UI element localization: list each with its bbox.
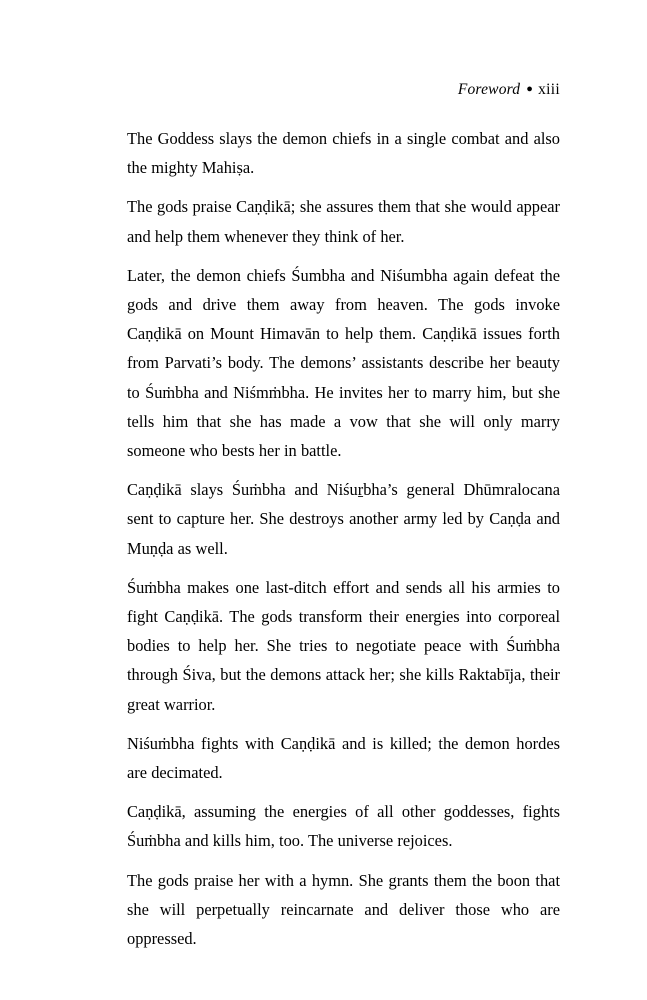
running-head-title: Foreword — [457, 81, 521, 98]
paragraph: The Goddess slays the demon chiefs in a single combat and also the mighty Mahiṣa. — [127, 129, 560, 178]
paragraph: Niśuṁbha fights with Caṇḍikā and is killed; the demon hordes are decimated. — [127, 733, 560, 783]
body-text-block — [127, 124, 560, 953]
paragraph: Caṇḍikā, assuming the energies of all other goddesses, fights Śuṁbha and kills him, too. The universe rejoices. — [127, 802, 560, 851]
running-head — [127, 82, 560, 98]
paragraph: The gods praise her with a hymn. She grants them the boon that she will perpetually reincarnate and deliver those who are oppressed. — [127, 870, 560, 949]
paragraph: Śuṁbha makes one last-ditch effort and sends all his armies to fight Caṇḍikā. The gods transform their energies into corporeal bodies to help her. She tries to negotiate peace with Śuṁbha through Śiva, but the demons attack her; she kills Raktabīja, their great warrior. — [127, 577, 560, 714]
page-number: xiii — [538, 81, 560, 98]
paragraph: Caṇḍikā slays Śuṁbha and Niśuṟbha’s general Dhūmralocana sent to capture her. She destroys another army led by Caṇḍa and Muṇḍa as well. — [127, 480, 560, 558]
bullet-separator-icon: ● — [526, 83, 534, 95]
paragraph: The gods praise Caṇḍikā; she assures them that she would appear and help them whenever they think of her. — [127, 197, 560, 246]
paragraph: Later, the demon chiefs Śumbha and Niśumbha again defeat the gods and drive them away from heaven. The gods invoke Caṇḍikā on Mount Himavān to help them. Caṇḍikā issues forth from Parvati’s body. The demons’ assistants describe her beauty to Śuṁbha and Niśmṁbha. He invites her to marry him, but she tells him that she has made a vow that she will only marry someone who bests her in battle. — [127, 265, 560, 461]
